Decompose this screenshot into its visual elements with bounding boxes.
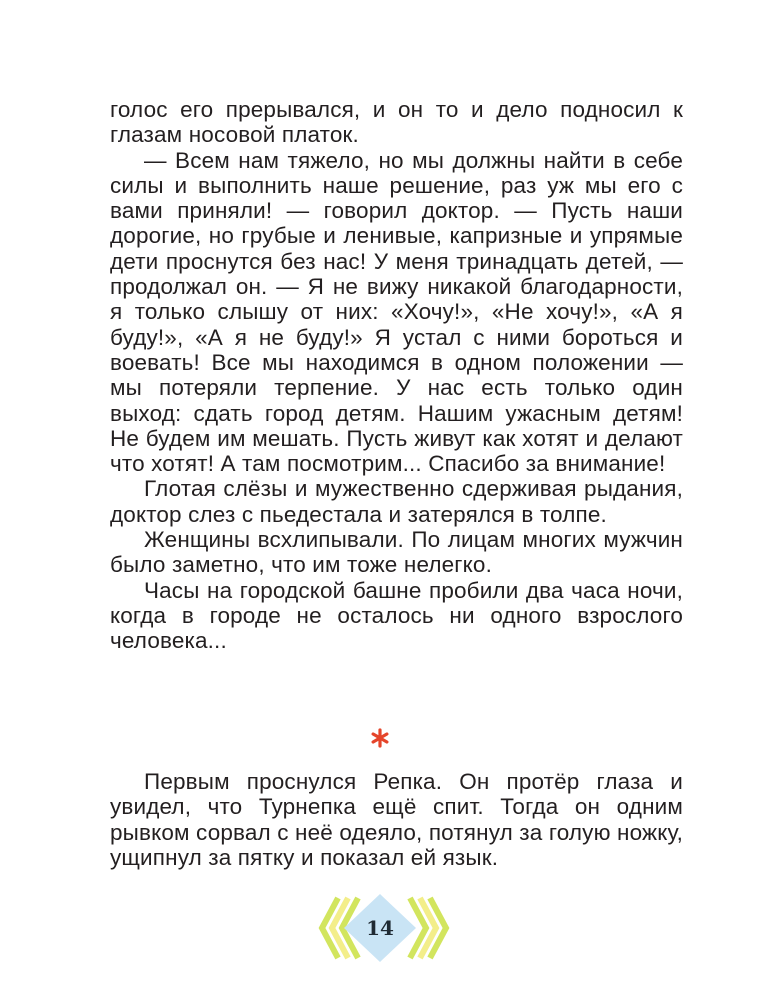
body-text-top [110, 97, 683, 654]
section-separator [0, 727, 759, 757]
paragraph: Глотая слёзы и мужественно сдерживая рыдания, доктор слез с пьедестала и затерялся в толпе. [110, 476, 683, 527]
paragraph: голос его прерывался, и он то и дело подносил к глазам носовой платок. [110, 97, 683, 148]
page-number: 14 [366, 916, 394, 940]
paragraph: Женщины всхлипывали. По лицам многих мужчин было заметно, что им тоже нелегко. [110, 527, 683, 578]
paragraph: Часы на городской башне пробили два часа ночи, когда в городе не осталось ни одного взрослого человека... [110, 577, 683, 654]
asterisk-icon [369, 727, 391, 749]
paragraph: Первым проснулся Репка. Он протёр глаза и увидел, что Турнепка ещё спит. Тогда он одним рывком сорвал с неё одеяло, потянул за голую ножку, ущипнул за пятку и показал ей язык. [110, 769, 683, 870]
body-text-bottom [110, 769, 683, 870]
page-folio [0, 890, 759, 966]
paragraph: — Всем нам тяжело, но мы должны найти в себе силы и выполнить наше решение, раз уж мы его с вами приняли! — говорил доктор. — Пусть наши дорогие, но грубые и ленивые, капризные и упрямые дети проснутся без нас! У меня тринадцать детей, — продолжал он. — Я не вижу никакой благодарности, я только слышу от них: «Хочу!», «Не хочу!», «А я буду!», «А я не буду!» Я устал с ними бороться и воевать! Все мы находимся в одном положении — мы потеряли терпение. У нас есть только один выход: сдать город детям. Нашим ужасным детям! Не будем им мешать. Пусть живут как хотят и делают что хотят! А там посмотрим... Спасибо за внимание! [110, 147, 683, 477]
